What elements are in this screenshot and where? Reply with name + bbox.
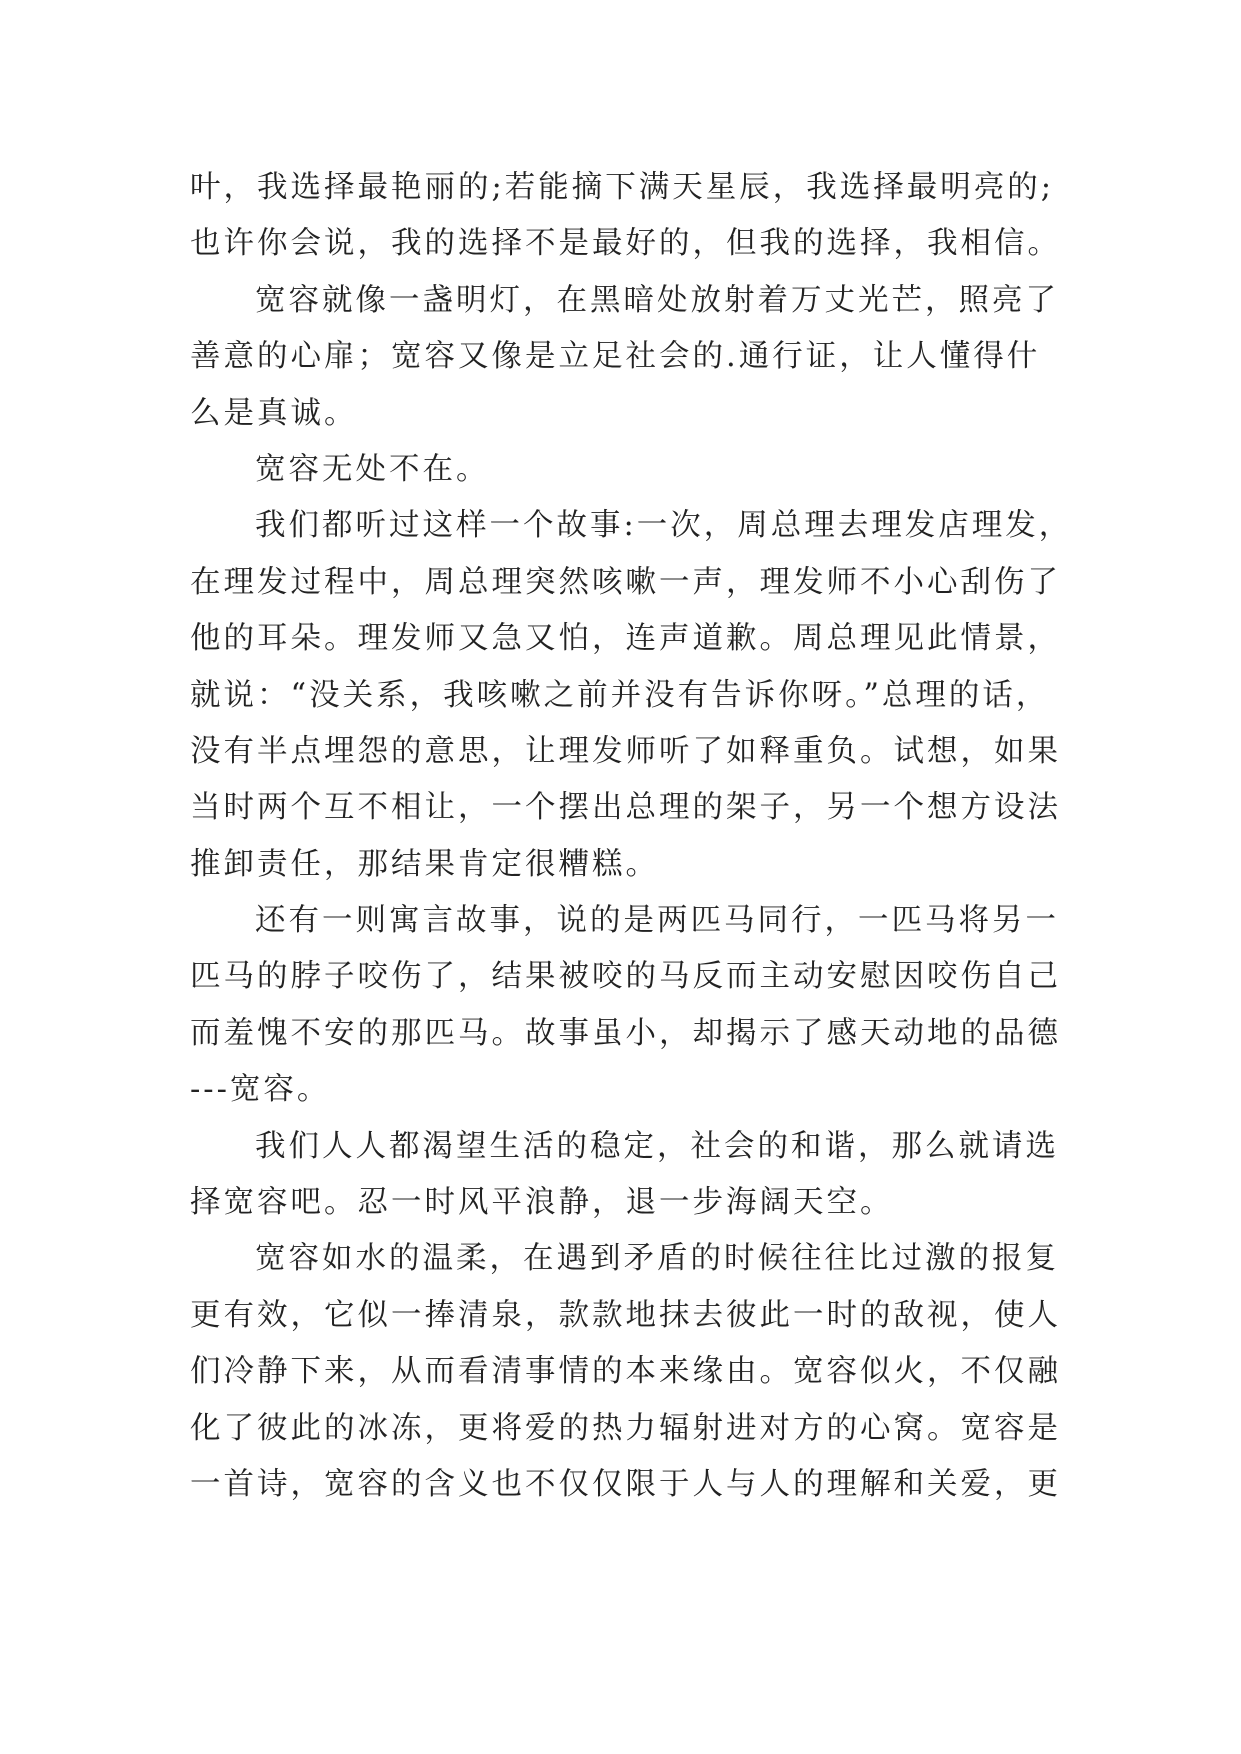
text-line: 更有效，它似一捧清泉，款款地抹去彼此一时的敌视，使人 (190, 1297, 1061, 1333)
text-line: 也许你会说，我的选择不是最好的，但我的选择，我相信。 (190, 226, 1061, 262)
paragraph-start-line: 还有一则寓言故事，说的是两匹马同行，一匹马将另一 (255, 903, 1059, 939)
text-line: 推卸责任，那结果肯定很糟糕。 (190, 846, 659, 882)
essay-body (190, 160, 1073, 1513)
text-line: 一首诗，宽容的含义也不仅仅限于人与人的理解和关爱，更 (190, 1466, 1061, 1502)
text-line: 就说：“没关系，我咳嗽之前并没有告诉你呀。”总理的话， (190, 677, 1050, 713)
paragraph-start-line: 宽容就像一盏明灯，在黑暗处放射着万丈光芒，照亮了 (255, 282, 1059, 318)
text-line: 匹马的脖子咬伤了，结果被咬的马反而主动安慰因咬伤自己 (190, 959, 1061, 995)
text-line: ---宽容。 (190, 1072, 331, 1108)
text-line: 没有半点埋怨的意思，让理发师听了如释重负。试想，如果 (190, 733, 1061, 769)
text-line: 他的耳朵。理发师又急又怕，连声道歉。周总理见此情景， (190, 621, 1061, 657)
text-line: 么是真诚。 (190, 395, 358, 431)
text-line: 在理发过程中，周总理突然咳嗽一声，理发师不小心刮伤了 (190, 564, 1061, 600)
text-line: 善意的心扉；宽容又像是立足社会的.通行证，让人懂得什 (190, 339, 1041, 375)
text-line: 而羞愧不安的那匹马。故事虽小，却揭示了感天动地的品德 (190, 1015, 1061, 1051)
paragraph-start-line: 宽容无处不在。 (255, 451, 490, 487)
paragraph-start-line: 宽容如水的温柔，在遇到矛盾的时候往往比过激的报复 (255, 1241, 1059, 1277)
text-line: 叶，我选择最艳丽的;若能摘下满天星辰，我选择最明亮的; (190, 170, 1055, 205)
text-line: 择宽容吧。忍一时风平浪静，退一步海阔天空。 (190, 1185, 894, 1221)
text-line: 化了彼此的冰冻，更将爱的热力辐射进对方的心窝。宽容是 (190, 1410, 1061, 1446)
text-line: 当时两个互不相让，一个摆出总理的架子，另一个想方设法 (190, 790, 1061, 826)
text-line: 们冷静下来，从而看清事情的本来缘由。宽容似火，不仅融 (190, 1354, 1061, 1390)
paragraph-start-line: 我们人人都渴望生活的稳定，社会的和谐，那么就请选 (255, 1128, 1059, 1164)
paragraph-start-line: 我们都听过这样一个故事:一次，周总理去理发店理发， (255, 508, 1073, 544)
